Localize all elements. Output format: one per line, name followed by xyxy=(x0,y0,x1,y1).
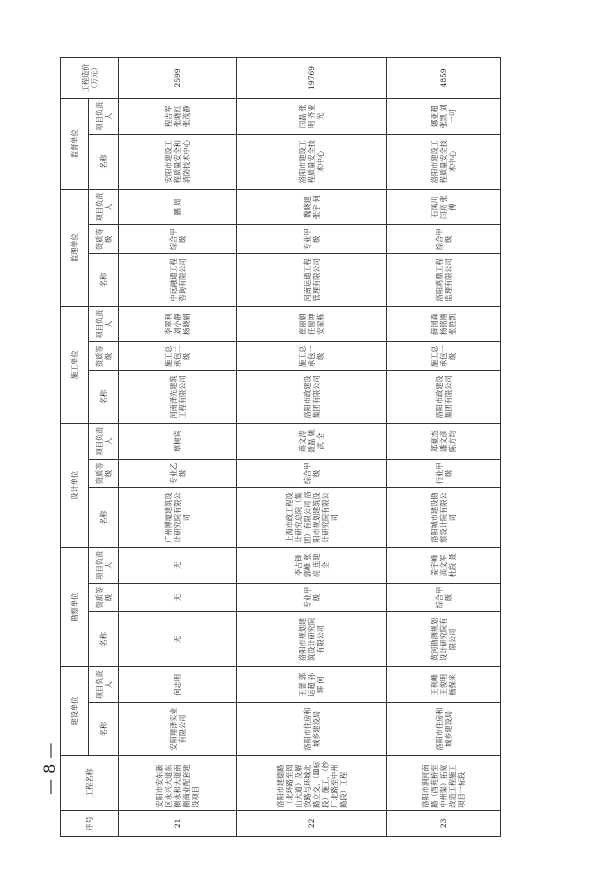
cell-sup-leader: 鹏 周 xyxy=(119,189,237,225)
cell-mon-name: 洛阳市建设工程质量安全技术中心 xyxy=(237,134,387,189)
cell-cons-qual: 施工总承包一级 xyxy=(237,342,387,371)
cell-cons-leader: 李翠利 刘小静 杨晓娟 xyxy=(119,306,237,342)
cell-sup-name: 河南运通工程管理有限公司 xyxy=(237,254,387,307)
header-name: 名称 xyxy=(89,371,119,424)
page-number: — 8 — xyxy=(40,742,59,795)
cell-cost: 4859 xyxy=(387,58,501,99)
cell-build-leader: 何志明 xyxy=(119,667,237,703)
cell-cons-leader: 崔丽娟 任留坤 安家栋 xyxy=(237,306,387,342)
cell-seq: 22 xyxy=(237,810,387,836)
header-group-monitoring: 监督单位 xyxy=(61,98,89,189)
cell-project: 洛阳市建德路（北环路至周山大道）及解放路与环城北路立交、（Ⅲ标段）施工、（纱厂北路至中州路段）工程 xyxy=(237,755,387,810)
header-group-build: 建设单位 xyxy=(61,667,89,755)
cell-survey-leader: 姜宇峰 高文军 杜段 聂 xyxy=(387,547,501,583)
header-project: 工程名称 xyxy=(61,755,119,810)
header-leader: 项目负责人 xyxy=(89,547,119,583)
header-leader: 项目负责人 xyxy=(89,98,119,134)
header-seq: 序号 xyxy=(61,810,119,836)
header-group-construction: 施工单位 xyxy=(61,306,89,423)
cell-survey-qual: 无 xyxy=(119,583,237,612)
rotated-table-container xyxy=(60,57,500,837)
header-qual: 资质等级 xyxy=(89,459,119,488)
header-qual: 资质等级 xyxy=(89,225,119,254)
project-table xyxy=(60,57,501,837)
cell-build-name: 洛阳市住房和城乡建设局 xyxy=(387,703,501,756)
header-group-design: 设计单位 xyxy=(61,423,89,547)
table-row xyxy=(119,58,237,837)
cell-sup-qual: 综合甲级 xyxy=(119,225,237,254)
cell-seq: 23 xyxy=(387,810,501,836)
cell-project: 洛阳市涧河南路（西苑桥至中州渠）拓宽改造工程施工项目一标段 xyxy=(387,755,501,810)
cell-survey-qual: 专业甲级 xyxy=(237,583,387,612)
cell-build-leader: 王利峰 王俊明 杨保来 xyxy=(387,667,501,703)
header-leader: 项目负责人 xyxy=(89,189,119,225)
cell-sup-leader: 魏晓建 张宇 何 xyxy=(237,189,387,225)
cell-sup-name: 洛阳鸿鼎工程监理有限公司 xyxy=(387,254,501,307)
header-name: 名称 xyxy=(89,254,119,307)
cell-design-name: 上海市政工程设计研究总院（集团）有限公司 洛阳市规划建筑设计研究院有限公司 xyxy=(237,488,387,548)
cell-build-name: 洛阳市住房和城乡建设局 xyxy=(237,703,387,756)
cell-sup-name: 中远融通工程咨询有限公司 xyxy=(119,254,237,307)
header-name: 名称 xyxy=(89,612,119,667)
cell-design-leader: 覃树宾 xyxy=(119,423,237,459)
cell-sup-qual: 综合甲级 xyxy=(387,225,501,254)
header-leader: 项目负责人 xyxy=(89,667,119,703)
cell-mon-leader: 闫磊 张明 齐亚光 xyxy=(237,98,387,134)
cell-seq: 21 xyxy=(119,810,237,836)
cell-mon-leader: 程吉军 张晓红 张茂静 xyxy=(119,98,237,134)
cell-survey-name: 黄河勘测规划设计研究院有限公司 xyxy=(387,612,501,667)
cell-project: 安阳市安东新区永兴大道东侧永和大道南侧商业配套建设项目 xyxy=(119,755,237,810)
cell-mon-leader: 娜亚超 张凯 刘一可 xyxy=(387,98,501,134)
cell-survey-qual: 综合甲级 xyxy=(387,583,501,612)
cell-design-name: 广州博厦建筑设计研究院有限公司 xyxy=(119,488,237,548)
cell-sup-qual: 专业甲级 xyxy=(237,225,387,254)
cell-cons-leader: 薛园森 杨铭刚 张胜凯 xyxy=(387,306,501,342)
cell-cons-name: 洛阳市政建设集团有限公司 xyxy=(387,371,501,424)
cell-cost: 2599 xyxy=(119,58,237,99)
cell-cons-qual: 施工总承包一级 xyxy=(387,342,501,371)
cell-mon-name: 安阳市建设工程质量安全和消防技术中心 xyxy=(119,134,237,189)
table-row xyxy=(237,58,387,837)
header-group-supervision: 监理单位 xyxy=(61,189,89,306)
header-name: 名称 xyxy=(89,703,119,756)
cell-design-leader: 蒋文涛 聂磊 姚武 全 xyxy=(237,423,387,459)
cell-cons-qual: 施工总承包二级 xyxy=(119,342,237,371)
cell-design-qual: 行业甲级 xyxy=(387,459,501,488)
cell-build-leader: 王蕾 郭运超 孙辉 何 xyxy=(237,667,387,703)
header-leader: 项目负责人 xyxy=(89,306,119,342)
cell-mon-name: 洛阳市建设工程质量安全技术中心 xyxy=(387,134,501,189)
header-name: 名称 xyxy=(89,134,119,189)
cell-survey-name: 洛阳市规划建筑设计研究院有限公司 xyxy=(237,612,387,667)
cell-survey-leader: 无 xyxy=(119,547,237,583)
header-group-survey: 勘察单位 xyxy=(61,547,89,666)
header-cost: 工程造价（万元） xyxy=(61,58,119,99)
cell-cons-name: 洛阳市政建设集团有限公司 xyxy=(237,371,387,424)
cell-cost: 19769 xyxy=(237,58,387,99)
cell-sup-leader: 石凤川 闫亮 张傅 xyxy=(387,189,501,225)
table-row xyxy=(387,58,501,837)
cell-design-qual: 综合甲级 xyxy=(237,459,387,488)
cell-survey-leader: 李占锋 郭峰 张亮 连建全 xyxy=(237,547,387,583)
header-leader: 项目负责人 xyxy=(89,423,119,459)
cell-cons-name: 河南泽先建筑工程有限公司 xyxy=(119,371,237,424)
cell-design-leader: 郑豪杰 潘文彦 陈方均 xyxy=(387,423,501,459)
cell-design-name: 洛阳城市建设勘察设计院有限公司 xyxy=(387,488,501,548)
header-qual: 资质等级 xyxy=(89,583,119,612)
header-name: 名称 xyxy=(89,488,119,548)
cell-survey-name: 无 xyxy=(119,612,237,667)
cell-design-qual: 专业乙级 xyxy=(119,459,237,488)
cell-build-name: 安阳翔泽实业有限公司 xyxy=(119,703,237,756)
header-qual: 资质等级 xyxy=(89,342,119,371)
